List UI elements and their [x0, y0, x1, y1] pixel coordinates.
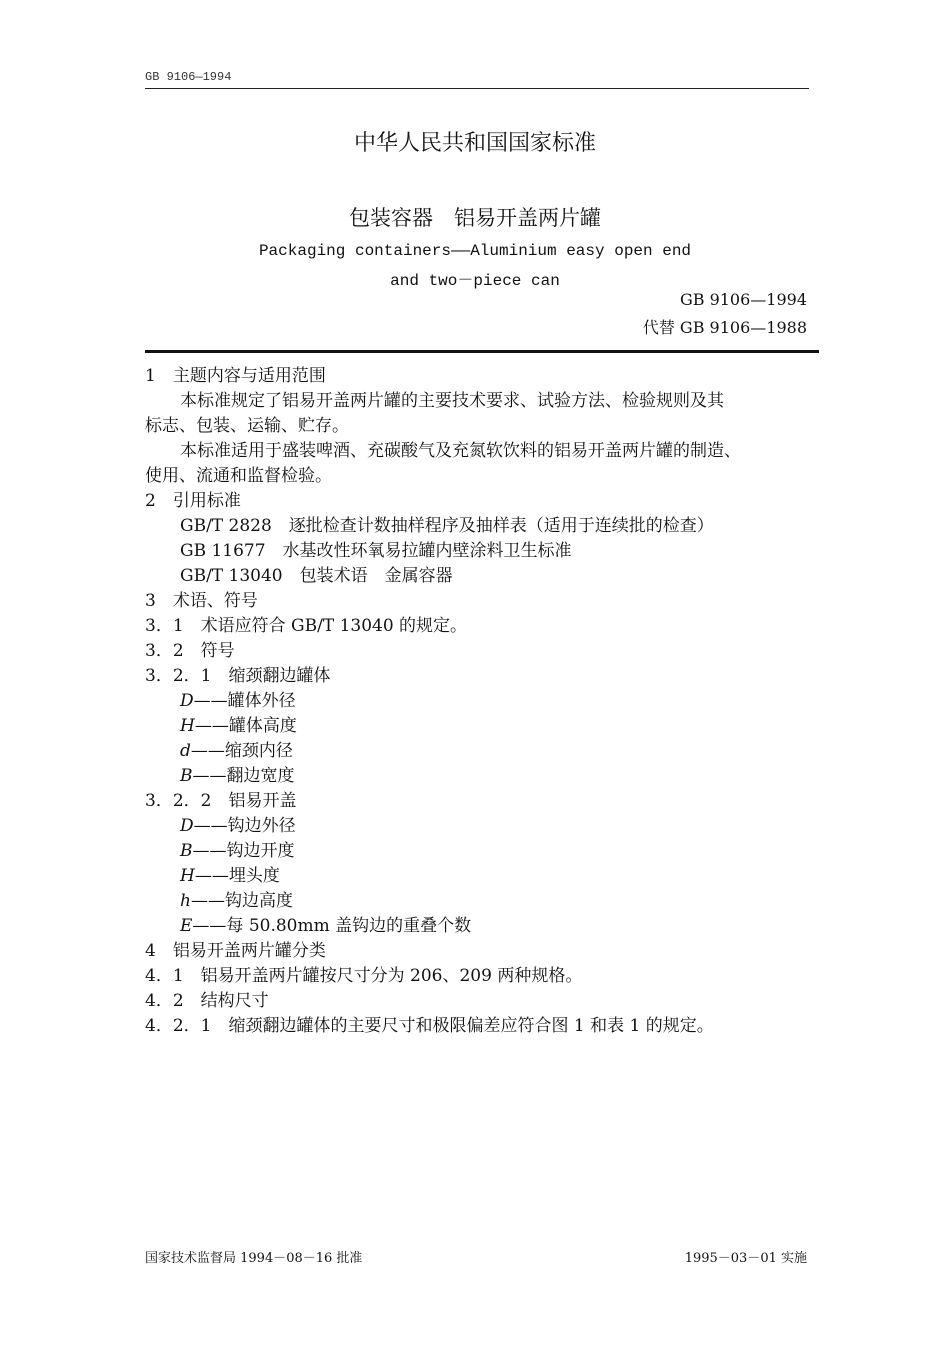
body-line [180, 716, 297, 736]
line-text: ——缩颈内径 [190, 741, 293, 761]
line-text: 3．2．2 铝易开盖 [145, 791, 297, 811]
line-text: ——每 50.80mm 盖钩边的重叠个数 [192, 916, 472, 936]
body-line [145, 491, 241, 511]
body-line [180, 891, 293, 911]
body-line [145, 791, 296, 811]
body-line [180, 841, 295, 861]
body-line [145, 641, 235, 661]
symbol: d [180, 741, 191, 761]
line-text: 4 铝易开盖两片罐分类 [145, 941, 326, 961]
line-text: ——埋头度 [194, 866, 280, 886]
line-text: GB 11677 水基改性环氧易拉罐内壁涂料卫生标准 [180, 541, 572, 561]
line-text: 3．1 术语应符合 GB/T 13040 的规定。 [145, 616, 468, 636]
line-text: 3．2 符号 [145, 641, 235, 661]
symbol: D [180, 816, 194, 836]
title-rule [145, 350, 819, 353]
body-line [145, 1016, 714, 1036]
line-text: GB/T 13040 包装术语 金属容器 [180, 566, 453, 586]
line-text: 本标准规定了铝易开盖两片罐的主要技术要求、试验方法、检验规则及其 [180, 391, 724, 411]
line-text: ——钩边外径 [193, 816, 296, 836]
body-line [180, 391, 724, 411]
symbol: D [180, 691, 194, 711]
body-line [145, 366, 326, 386]
line-text: ——钩边开度 [192, 841, 295, 861]
chinese-title: 包装容器 铝易开盖两片罐 [349, 206, 601, 230]
header-rule [145, 88, 809, 89]
symbol: H [180, 866, 195, 886]
body-line [180, 516, 714, 536]
body-line [145, 591, 258, 611]
line-text: 3 术语、符号 [145, 591, 258, 611]
body-line [145, 991, 269, 1011]
line-text: 4．1 铝易开盖两片罐按尺寸分为 206、209 两种规格。 [145, 966, 583, 986]
line-text: 本标准适用于盛装啤酒、充碳酸气及充氮软饮料的铝易开盖两片罐的制造、 [180, 441, 741, 461]
effective-date: 1995－03－01 实施 [684, 1251, 807, 1266]
body-line [145, 416, 349, 436]
running-header: GB 9106—1994 [145, 70, 232, 84]
line-text: 1 主题内容与适用范围 [145, 366, 326, 386]
symbol: B [180, 841, 193, 861]
body-line [145, 466, 332, 486]
approval-note: 国家技术监督局 1994－08－16 批准 [145, 1251, 363, 1266]
line-text: 标志、包装、运输、贮存。 [145, 416, 349, 436]
body-line [145, 616, 467, 636]
line-text: 2 引用标准 [145, 491, 241, 511]
line-text: 4．2．1 缩颈翻边罐体的主要尺寸和极限偏差应符合图 1 和表 1 的规定。 [145, 1016, 714, 1036]
symbol: E [180, 916, 193, 936]
english-title-line1: Packaging containers——Aluminium easy open end [258, 242, 692, 260]
line-text: ——罐体外径 [193, 691, 296, 711]
body-line [180, 916, 471, 936]
line-text: ——钩边高度 [190, 891, 293, 911]
line-text: 使用、流通和监督检验。 [145, 466, 332, 486]
body-line [145, 966, 582, 986]
body-line [180, 816, 296, 836]
body-line [180, 766, 295, 786]
line-text: ——罐体高度 [194, 716, 297, 736]
body-line [180, 741, 293, 761]
line-text: ——翻边宽度 [192, 766, 295, 786]
body-line [180, 691, 296, 711]
standard-number: GB 9106—1994 [679, 290, 807, 309]
symbol: H [180, 716, 195, 736]
national-standard-title: 中华人民共和国国家标准 [353, 131, 596, 156]
body-line [180, 541, 572, 561]
symbol: B [180, 766, 193, 786]
body-line [145, 666, 330, 686]
english-title-line2: and two－piece can [390, 272, 560, 290]
line-text: 3．2．1 缩颈翻边罐体 [145, 666, 331, 686]
body-line [180, 866, 280, 886]
replaces-standard: 代替 GB 9106—1988 [642, 318, 807, 337]
symbol: h [180, 891, 191, 911]
body-line [180, 566, 453, 586]
line-text: 4．2 结构尺寸 [145, 991, 269, 1011]
line-text: GB/T 2828 逐批检查计数抽样程序及抽样表（适用于连续批的检查） [180, 516, 714, 536]
body-line [180, 441, 741, 461]
body-line [145, 941, 326, 961]
